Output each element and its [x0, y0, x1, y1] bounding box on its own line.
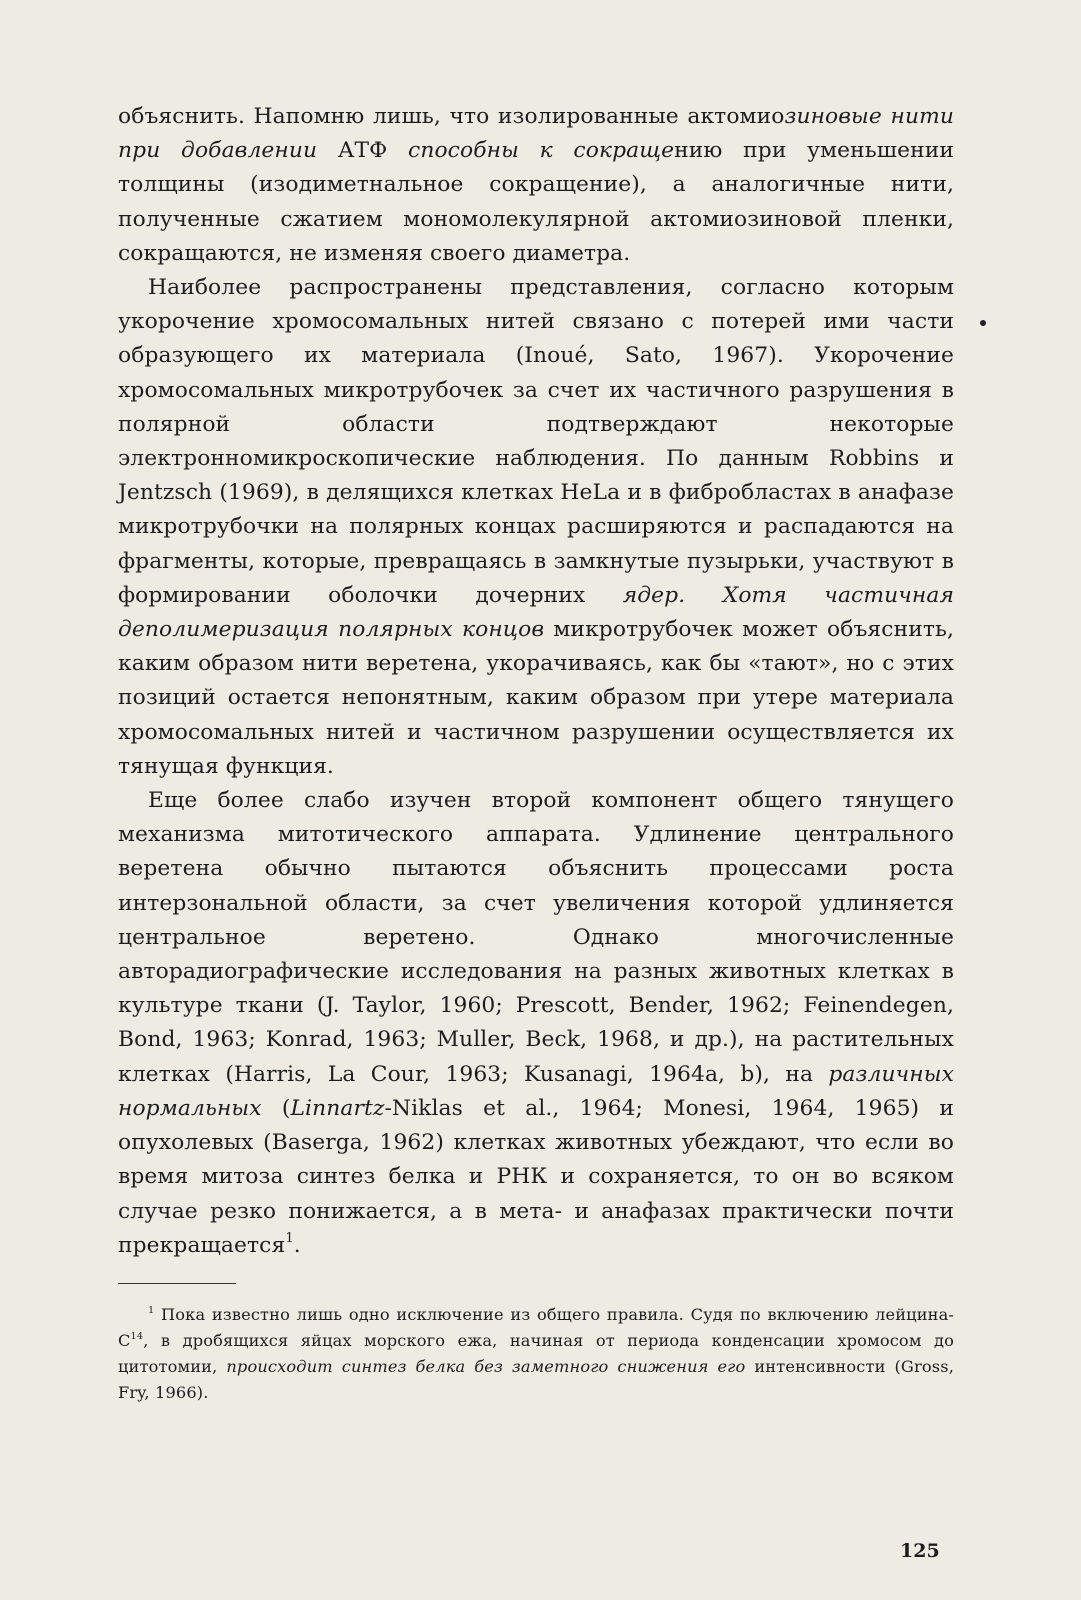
superscript: 14	[130, 1330, 144, 1342]
page-number: 125	[900, 1540, 940, 1562]
text-segment: объяснить. Напомню лишь, что изолированные актомио	[118, 104, 785, 129]
text-segment: АТФ	[337, 138, 388, 164]
italic-text: различных нормальных	[118, 1061, 954, 1121]
text-segment: интенсивности (Gross, Fry, 1966).	[118, 1356, 954, 1402]
italic-text: ядер. Хотя частичная деполимеризация полярных концов	[118, 582, 954, 643]
main-text	[118, 100, 954, 1263]
footnote-marker: 1	[148, 1304, 155, 1316]
italic-text: Linnartz	[290, 1095, 385, 1121]
text-segment: .	[293, 1232, 301, 1258]
margin-mark	[980, 320, 986, 326]
italic-text: способны к сокраще	[387, 138, 675, 164]
italic-text: происходит синтез белка без заметного снижения его	[226, 1356, 746, 1376]
text-segment: Пока известно лишь одно исключение из общего правила. Судя по включению лейцина-C	[118, 1304, 954, 1350]
paragraph	[118, 100, 954, 271]
page-body	[118, 100, 954, 1580]
italic-text: зиновые нити при добавлении	[118, 104, 954, 164]
text-segment: (	[261, 1095, 291, 1121]
text-segment: нию при уменьшении толщины (изодиметнальное сокращение), а аналогичные нити, полученные сжатием мономолекулярной актомиозиновой пленки, сокращаются, не изменяя своего диаметра.	[118, 138, 954, 266]
text-segment: микротрубочек может объяснить, каким образом нити веретена, укорачиваясь, как бы «тают», но с этих позиций остается непонятным, каким образом при утере материала хромосомальных нитей и частичном разрушении осуществляется их тянущая функция.	[118, 617, 954, 779]
text-segment: Еще более слабо изучен второй компонент общего тянущего механизма митотического аппарата. Удлинение центрального веретена обычно пытаются объяснить процессами роста интерзональной области, за счет увеличения которой удлиняется центральное веретено. Однако многочисленные авторадиографические исследования на разных животных клетках в культуре ткани (J. Taylor, 1960; Prescott, Bender, 1962; Feinendegen, Bond, 1963; Konrad, 1963; Muller, Beck, 1968, и др.), на растительных клетках (Harris, La Cour, 1963; Kusanagi, 1964a, b), на	[118, 788, 954, 1087]
text-segment: Наиболее распространены представления, согласно которым укорочение хромосомальных нитей связано с потерей ими части образующего их материала (Inoué, Sato, 1967). Укорочение хромосомальных микротрубочек за счет их частичного разрушения в полярной области подтверждают некоторые электронномикроскопические наблюдения. По данным Robbins и Jentzsch (1969), в делящихся клетках HeLa и в фибробластах в анафазе микротрубочки на полярных концах расширяются и распадаются на фрагменты, которые, превращаясь в замкнутые пузырьки, участвуют в формировании оболочки дочерних	[118, 275, 954, 608]
footnote-rule	[118, 1283, 236, 1284]
footnote	[118, 1302, 954, 1406]
paragraph	[118, 271, 954, 784]
text-segment: , в дробящихся яйцах морского ежа, начиная от периода конденсации хромосом до цитотомии,	[118, 1330, 954, 1376]
paragraph	[118, 784, 954, 1263]
text-segment: -Niklas et al., 1964; Monesi, 1964, 1965) и опухолевых (Baserga, 1962) клетках животных убеждают, что если во время митоза синтез белка и РНК и сохраняется, то он во всяком случае резко понижается, а в мета- и анафазах практически почти прекращается	[118, 1095, 955, 1258]
superscript: 1	[285, 1231, 294, 1247]
